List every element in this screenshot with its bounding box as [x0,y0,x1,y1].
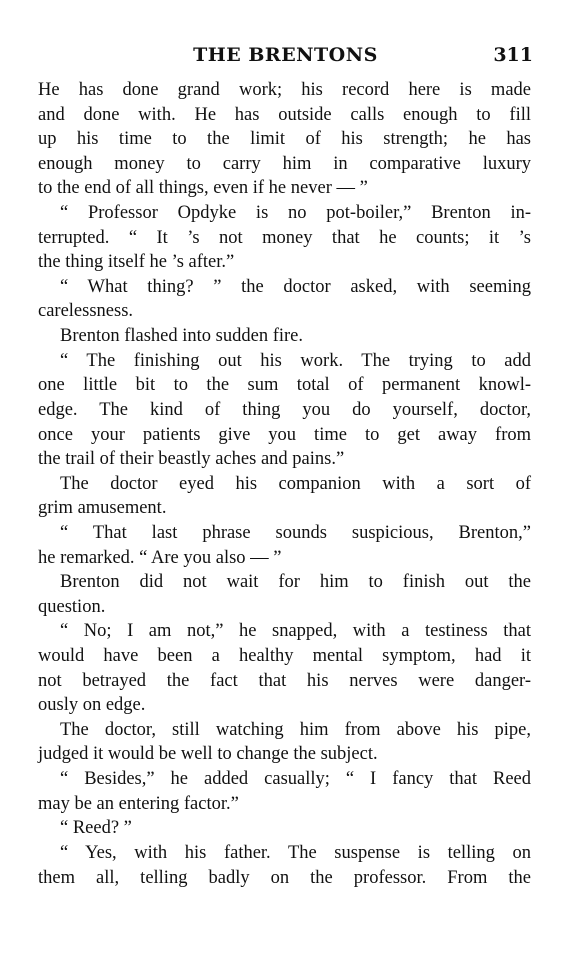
text-line: enough money to carry him in comparative luxury [38,153,531,174]
text-line: edge. The kind of thing you do yourself, doctor, [38,399,531,420]
text-line: carelessness. [38,301,134,322]
text-line: them all, telling badly on the professor. From the [38,867,531,888]
text-line: grim amusement. [38,498,167,519]
text-line: “ No; I am not,” he snapped, with a testiness that [60,621,531,642]
text-line: terrupted. “ It ’s not money that he counts; it ’s [38,227,531,248]
body-text [38,78,531,890]
text-line: The doctor, still watching him from above his pipe, [60,719,531,740]
text-line: the thing itself he ’s after.” [38,252,235,273]
page-number: 311 [493,44,533,66]
text-line: and done with. He has outside calls enough to fill [38,104,531,125]
text-line: Brenton flashed into sudden fire. [60,326,304,347]
text-line: “ Yes, with his father. The suspense is telling on [60,842,531,863]
text-line: The doctor eyed his companion with a sort of [60,473,531,494]
text-line: one little bit to the sum total of permanent knowl- [38,375,531,396]
text-line: He has done grand work; his record here is made [38,80,531,100]
running-title: THE BRENTONS [193,44,378,66]
text-line: would have been a healthy mental symptom, had it [38,646,531,667]
text-line: Brenton did not wait for him to finish out the [60,572,531,593]
text-line: question. [38,596,106,617]
text-line: “ Professor Opdyke is no pot-boiler,” Brenton in- [60,203,531,224]
text-line: “ The finishing out his work. The trying to add [60,350,531,371]
text-line: “ Besides,” he added casually; “ I fancy that Reed [60,769,531,790]
text-line: once your patients give you time to get away from [38,424,531,445]
text-line: he remarked. “ Are you also — ” [38,547,282,568]
text-line: “ That last phrase sounds suspicious, Brenton,” [60,522,531,543]
text-line: judged it would be well to change the subject. [38,744,378,765]
text-line: the trail of their beastly aches and pains.” [38,449,345,470]
text-line: not betrayed the fact that his nerves were danger- [38,670,531,691]
running-header [38,44,533,72]
text-line: to the end of all things, even if he never — ” [38,178,368,199]
text-line: “ Reed? ” [60,818,132,839]
text-line: up his time to the limit of his strength; he has [38,129,531,150]
text-line: may be an entering factor.” [38,793,239,814]
text-line: ously on edge. [38,695,146,716]
text-line: “ What thing? ” the doctor asked, with seeming [60,276,531,297]
